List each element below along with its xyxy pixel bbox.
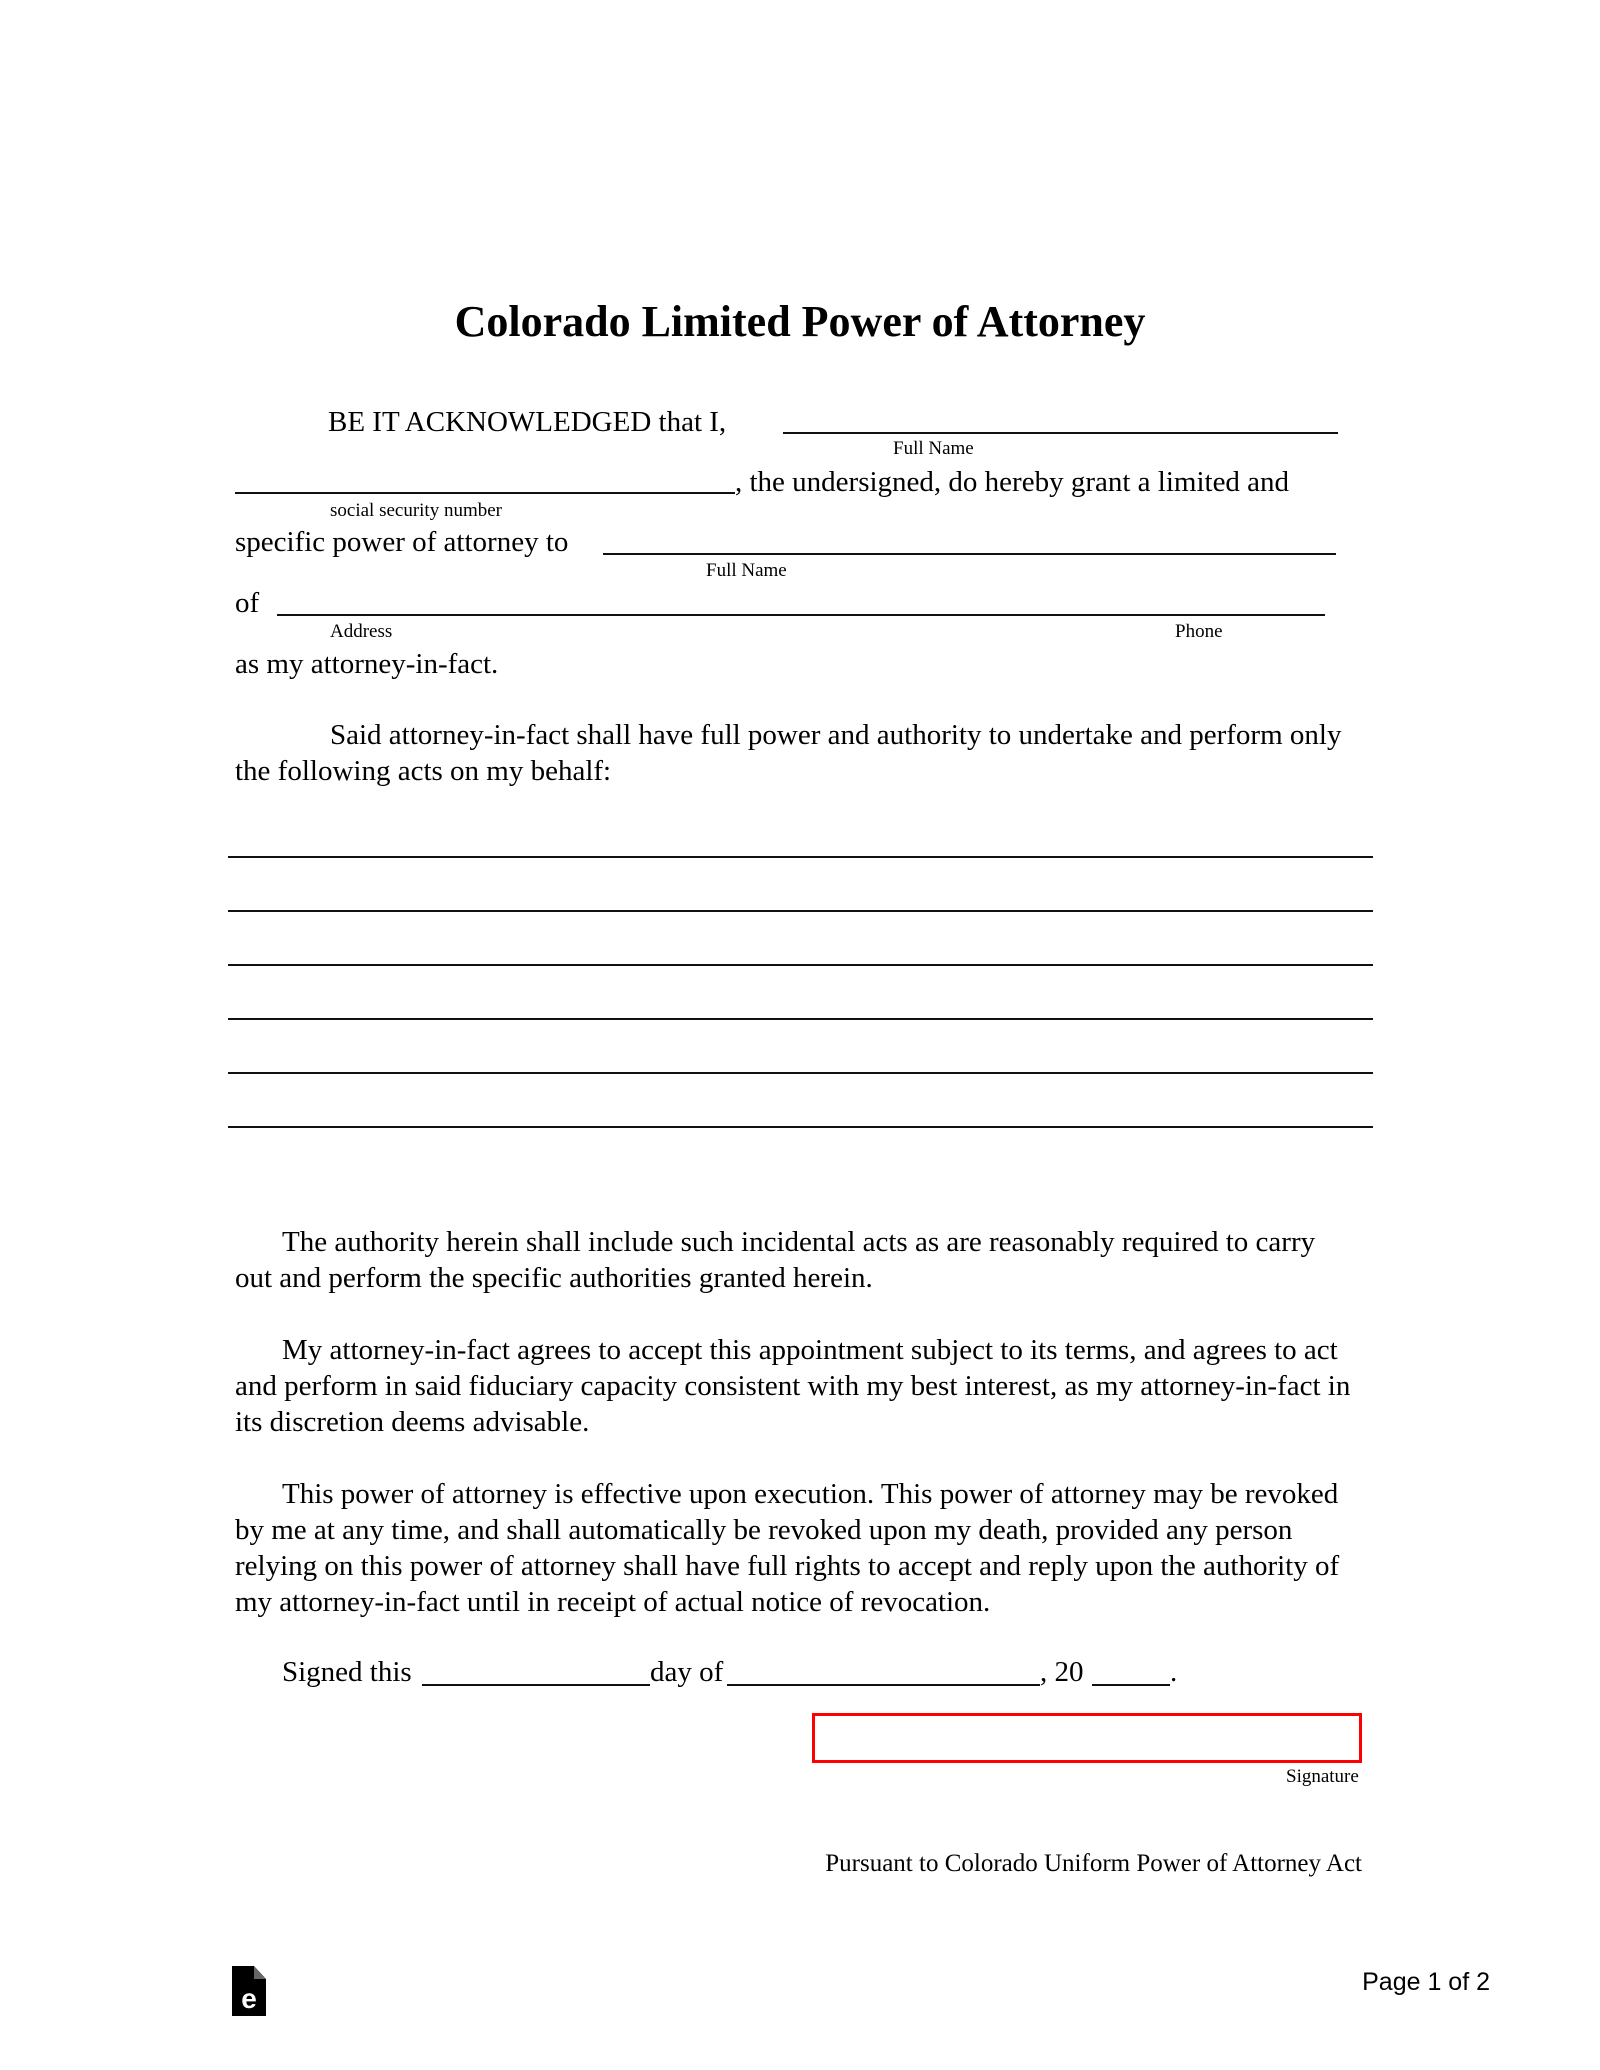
eforms-document-icon bbox=[232, 1966, 266, 2016]
incidental-acts-paragraph: The authority herein shall include such incidental acts as are reasonably required to carry out and perform the specific authorities granted herein. bbox=[235, 1226, 1316, 1294]
authority-paragraph: Said attorney-in-fact shall have full power and authority to undertake and perform only the following acts on my behalf: bbox=[235, 719, 1342, 787]
signature-field[interactable] bbox=[812, 1713, 1362, 1763]
authority-line-4[interactable] bbox=[228, 1018, 1373, 1020]
day-of-text: day of bbox=[650, 1656, 724, 1688]
intro-line4-text: of bbox=[235, 587, 260, 619]
address-phone-field[interactable] bbox=[277, 614, 1325, 616]
ssn-field[interactable] bbox=[235, 492, 735, 494]
effective-revocation-paragraph: This power of attorney is effective upon execution. This power of attorney may be revoked by me at any time, and shall automatically be revoked upon my death, provided any person relying on this power of attorney shall have full rights to accept and reply upon the authority of my attorney-in-fact until in receipt of actual notice of revocation. bbox=[235, 1478, 1340, 1618]
page-number: Page 1 of 2 bbox=[1362, 1968, 1490, 1996]
label-ssn: social security number bbox=[330, 500, 503, 521]
label-full-name-agent: Full Name bbox=[706, 560, 787, 581]
authority-line-1[interactable] bbox=[228, 856, 1373, 858]
authority-line-3[interactable] bbox=[228, 964, 1373, 966]
svg-text:e: e bbox=[241, 1983, 257, 2014]
label-full-name-principal: Full Name bbox=[893, 438, 974, 459]
agent-name-field[interactable] bbox=[603, 553, 1336, 555]
acceptance-paragraph: My attorney-in-fact agrees to accept this appointment subject to its terms, and agrees to act and perform in said fiduciary capacity consistent with my best interest, as my attorney-in-fact in its discretion deems advisable. bbox=[235, 1334, 1351, 1438]
authority-line-5[interactable] bbox=[228, 1072, 1373, 1074]
signed-period: . bbox=[1170, 1656, 1178, 1688]
pursuant-statute-text: Pursuant to Colorado Uniform Power of Attorney Act bbox=[825, 1850, 1362, 1877]
label-address: Address bbox=[330, 621, 393, 642]
signed-month-field[interactable] bbox=[727, 1684, 1040, 1686]
authority-line-2[interactable] bbox=[228, 910, 1373, 912]
intro-line3-text: specific power of attorney to bbox=[235, 526, 569, 558]
year-prefix-text: , 20 bbox=[1040, 1656, 1084, 1688]
signed-day-field[interactable] bbox=[422, 1684, 650, 1686]
intro-line5-text: as my attorney-in-fact. bbox=[235, 648, 499, 680]
signed-this-text: Signed this bbox=[282, 1656, 412, 1688]
intro-line1-text: BE IT ACKNOWLEDGED that I, bbox=[328, 406, 727, 438]
authority-line-6[interactable] bbox=[228, 1126, 1373, 1128]
label-signature: Signature bbox=[1286, 1766, 1359, 1787]
principal-name-field[interactable] bbox=[783, 432, 1338, 434]
document-title: Colorado Limited Power of Attorney bbox=[454, 297, 1146, 346]
signed-year-field[interactable] bbox=[1092, 1684, 1170, 1686]
label-phone: Phone bbox=[1175, 621, 1223, 642]
intro-line2-text: , the undersigned, do hereby grant a limited and bbox=[735, 466, 1290, 498]
